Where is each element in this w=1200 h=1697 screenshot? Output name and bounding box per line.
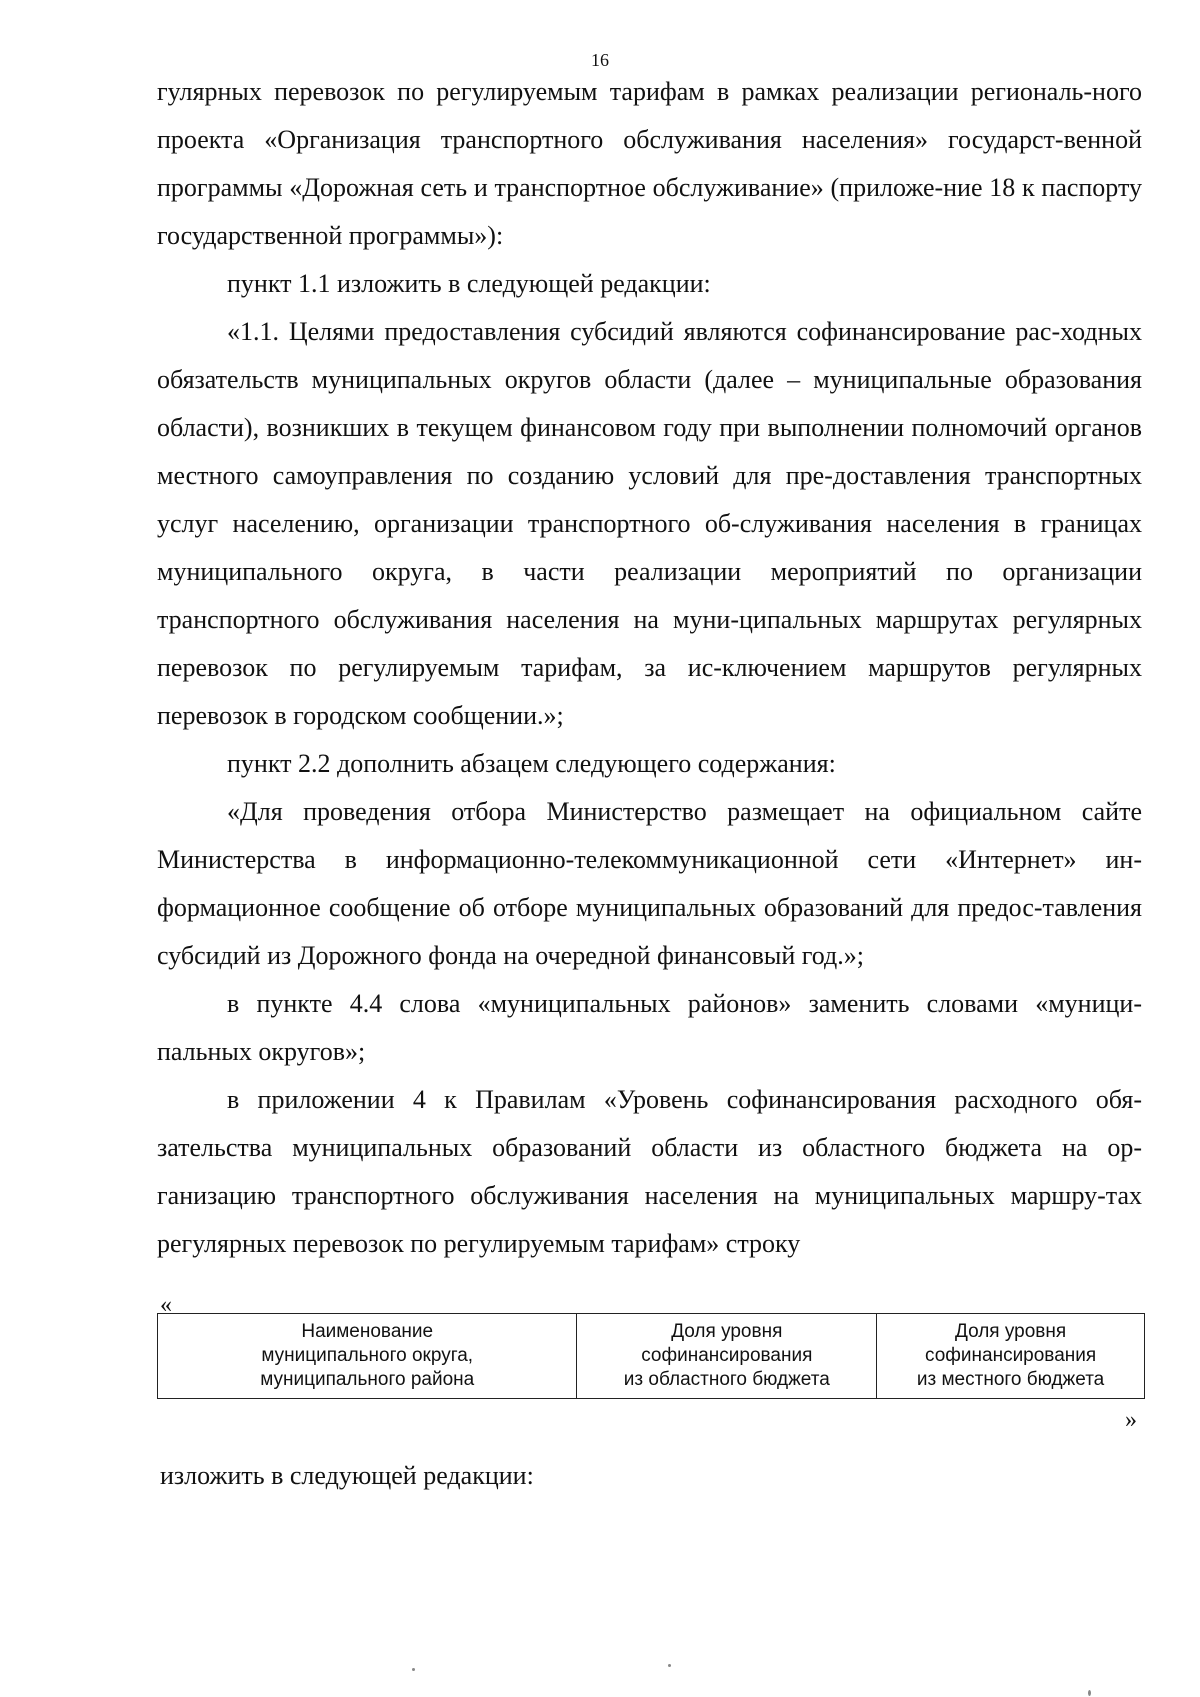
opening-quote: «: [160, 1292, 172, 1318]
table-header-cell: [577, 1314, 877, 1399]
header-line: муниципального района: [260, 1369, 475, 1390]
paragraph: «1.1. Целями предоставления субсидий являются софинансирование рас-ходных обязательств муниципальных округов области (далее – муниципальные образования области), возникших в текущем финансовом году при выполнении полномочий органов местного самоуправления по созданию условий для пре-доставления транспортных услуг населению, организации транспортного об-служивания населения в границах муниципального округа, в части реализации мероприятий по организации транспортного обслуживания населения на муни-ципальных маршрутах регулярных перевозок по регулируемым тарифам, за ис-ключением маршрутов регулярных перевозок в городском сообщении.»;: [157, 317, 1142, 730]
header-line: Доля уровня: [671, 1321, 783, 1342]
paragraph: пункт 2.2 дополнить абзацем следующего содержания:: [227, 749, 836, 778]
header-line: муниципального округа,: [261, 1345, 474, 1366]
closing-quote: »: [1125, 1407, 1137, 1433]
header-line: Доля уровня: [954, 1321, 1067, 1342]
table-header-row: [158, 1314, 1145, 1399]
header-line: из областного бюджета: [623, 1369, 830, 1390]
paragraph: в приложении 4 к Правилам «Уровень софинансирования расходного обя-зательства муниципальных образований области из областного бюджета на ор-ганизацию транспортного обслуживания населения на муниципальных маршру-тах регулярных перевозок по регулируемым тарифам» строку: [157, 1085, 1142, 1258]
paragraph: гулярных перевозок по регулируемым тарифам в рамках реализации региональ-ного проекта «Организация транспортного обслуживания населения» государст-венной программы «Дорожная сеть и транспортное обслуживание» (приложе-ние 18 к паспорту государственной программы»):: [157, 77, 1142, 250]
paragraph: в пункте 4.4 слова «муниципальных районов» заменить словами «муници-пальных округов»;: [157, 989, 1142, 1066]
paragraph: «Для проведения отбора Министерство размещает на официальном сайте Министерства в информационно-телекоммуникационной сети «Интернет» ин-формационное сообщение об отборе муниципальных образований для предос-тавления субсидий из Дорожного фонда на очередной финансовый год.»;: [157, 797, 1142, 970]
table-header-cell: [158, 1314, 577, 1399]
header-line: софинансирования: [924, 1345, 1097, 1366]
scan-speck: [668, 1664, 671, 1667]
scan-speck: [412, 1668, 415, 1671]
cofinancing-table: [157, 1313, 1145, 1399]
scan-speck: [1088, 1690, 1091, 1696]
header-line: софинансирования: [641, 1345, 813, 1366]
table-header-cell: [877, 1314, 1145, 1399]
page-number: 16: [591, 50, 609, 70]
header-line: Наименование: [301, 1321, 434, 1342]
paragraph: пункт 1.1 изложить в следующей редакции:: [227, 269, 711, 298]
closing-text: изложить в следующей редакции:: [160, 1461, 534, 1490]
body-text: [157, 68, 1142, 1268]
header-line: из местного бюджета: [916, 1369, 1105, 1390]
